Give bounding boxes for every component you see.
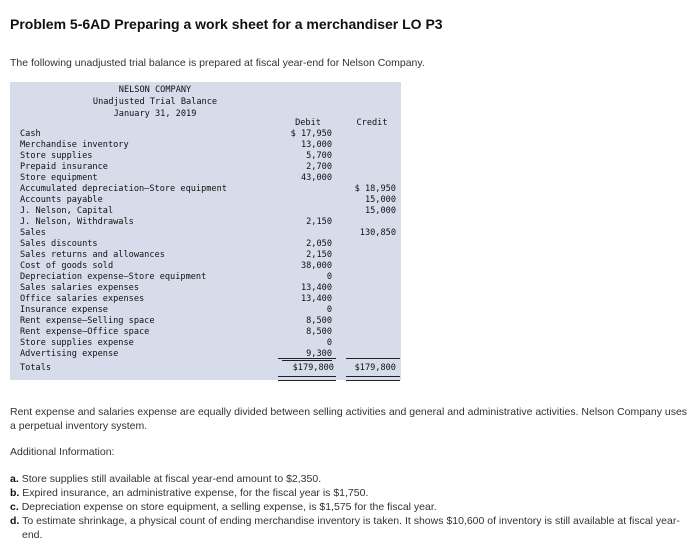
account-name: Store supplies expense bbox=[20, 338, 134, 348]
debit-amount: 2,050 bbox=[306, 239, 332, 249]
page-title: Problem 5-6AD Preparing a work sheet for a merchandiser LO P3 bbox=[10, 16, 443, 32]
credit-double-rule bbox=[346, 376, 400, 381]
intro-text: The following unadjusted trial balance is prepared at fiscal year-end for Nelson Company. bbox=[10, 57, 425, 69]
account-row bbox=[10, 140, 401, 151]
credit-amount: $ 18,950 bbox=[354, 184, 396, 194]
item-label: d. bbox=[10, 515, 20, 527]
debit-amount: 9,300 bbox=[282, 349, 332, 361]
account-row bbox=[10, 272, 401, 283]
additional-info-item bbox=[10, 514, 694, 542]
item-label: b. bbox=[10, 487, 20, 499]
account-name: Sales salaries expenses bbox=[20, 283, 139, 293]
account-row bbox=[10, 151, 401, 162]
account-row bbox=[10, 316, 401, 327]
account-row bbox=[10, 327, 401, 338]
account-name: Rent expense—Selling space bbox=[20, 316, 155, 326]
account-name: J. Nelson, Capital bbox=[20, 206, 114, 216]
credit-amount: 130,850 bbox=[359, 228, 396, 238]
account-row bbox=[10, 283, 401, 294]
statement-name: Unadjusted Trial Balance bbox=[92, 97, 218, 107]
credit-amount: 15,000 bbox=[364, 206, 396, 216]
debit-amount: 2,700 bbox=[306, 162, 332, 172]
debit-amount: 13,000 bbox=[300, 140, 332, 150]
account-row bbox=[10, 261, 401, 272]
debit-amount: 8,500 bbox=[306, 327, 332, 337]
account-row bbox=[10, 239, 401, 250]
account-row bbox=[10, 206, 401, 217]
item-text: Depreciation expense on store equipment, a selling expense, is $1,575 for the fiscal year. bbox=[21, 501, 437, 513]
credit-total-rule bbox=[346, 358, 400, 359]
additional-info-list bbox=[10, 472, 694, 542]
account-row bbox=[10, 338, 401, 349]
account-name: Office salaries expenses bbox=[20, 294, 145, 304]
account-row bbox=[10, 217, 401, 228]
account-row bbox=[10, 184, 401, 195]
account-row bbox=[10, 250, 401, 261]
debit-amount: 0 bbox=[326, 272, 332, 282]
additional-info-item bbox=[10, 472, 694, 486]
account-name: Cash bbox=[20, 129, 41, 139]
account-name: J. Nelson, Withdrawals bbox=[20, 217, 134, 227]
trial-balance-table bbox=[10, 82, 401, 380]
debit-amount: 2,150 bbox=[306, 250, 332, 260]
item-text: To estimate shrinkage, a physical count of ending merchandise inventory is taken. It shows $10,600 of inventory is still available at fiscal year-end. bbox=[22, 515, 680, 541]
account-name: Accounts payable bbox=[20, 195, 103, 205]
item-text: Expired insurance, an administrative expense, for the fiscal year is $1,750. bbox=[22, 487, 369, 499]
account-name: Cost of goods sold bbox=[20, 261, 114, 271]
account-name: Accumulated depreciation—Store equipment bbox=[20, 184, 227, 194]
debit-amount: 43,000 bbox=[300, 173, 332, 183]
additional-info-item bbox=[10, 486, 694, 500]
totals-row bbox=[10, 362, 401, 374]
account-name: Depreciation expense—Store equipment bbox=[20, 272, 207, 282]
account-name: Sales discounts bbox=[20, 239, 98, 249]
account-row bbox=[10, 162, 401, 173]
additional-info-item bbox=[10, 500, 694, 514]
debit-double-rule bbox=[278, 376, 336, 381]
trial-balance-heading bbox=[10, 84, 300, 120]
account-row bbox=[10, 228, 401, 239]
account-name: Sales bbox=[20, 228, 46, 238]
account-name: Store supplies bbox=[20, 151, 93, 161]
total-debit: $179,800 bbox=[292, 363, 334, 373]
totals-label: Totals bbox=[20, 363, 52, 373]
debit-amount: 13,400 bbox=[300, 283, 332, 293]
statement-date: January 31, 2019 bbox=[113, 109, 197, 119]
company-name: NELSON COMPANY bbox=[118, 85, 192, 95]
account-row bbox=[10, 173, 401, 184]
debit-amount: 13,400 bbox=[300, 294, 332, 304]
account-name: Advertising expense bbox=[20, 349, 119, 359]
credit-amount: 15,000 bbox=[364, 195, 396, 205]
account-row bbox=[10, 349, 401, 360]
debit-amount: $ 17,950 bbox=[290, 129, 332, 139]
account-name: Prepaid insurance bbox=[20, 162, 108, 172]
account-rows bbox=[10, 129, 401, 360]
debit-amount: 38,000 bbox=[300, 261, 332, 271]
item-label: c. bbox=[10, 501, 19, 513]
account-row bbox=[10, 294, 401, 305]
item-label: a. bbox=[10, 473, 19, 485]
account-name: Sales returns and allowances bbox=[20, 250, 165, 260]
debit-amount: 0 bbox=[326, 338, 332, 348]
debit-column-header: Debit bbox=[295, 118, 321, 128]
debit-amount: 5,700 bbox=[306, 151, 332, 161]
account-name: Rent expense—Office space bbox=[20, 327, 150, 337]
account-name: Merchandise inventory bbox=[20, 140, 129, 150]
account-name: Insurance expense bbox=[20, 305, 108, 315]
credit-column-header: Credit bbox=[356, 118, 388, 128]
account-name: Store equipment bbox=[20, 173, 98, 183]
item-text: Store supplies still available at fiscal year-end amount to $2,350. bbox=[21, 473, 322, 485]
total-credit: $179,800 bbox=[354, 363, 396, 373]
additional-info-heading: Additional Information: bbox=[10, 446, 115, 458]
debit-total-rule bbox=[278, 358, 336, 359]
debit-amount: 0 bbox=[326, 305, 332, 315]
account-row bbox=[10, 305, 401, 316]
debit-amount: 2,150 bbox=[306, 217, 332, 227]
description-paragraph: Rent expense and salaries expense are equally divided between selling activities and general and administrative activities. Nelson Company uses a perpetual inventory system. bbox=[10, 406, 688, 432]
account-row bbox=[10, 129, 401, 140]
account-row bbox=[10, 195, 401, 206]
debit-amount: 8,500 bbox=[306, 316, 332, 326]
